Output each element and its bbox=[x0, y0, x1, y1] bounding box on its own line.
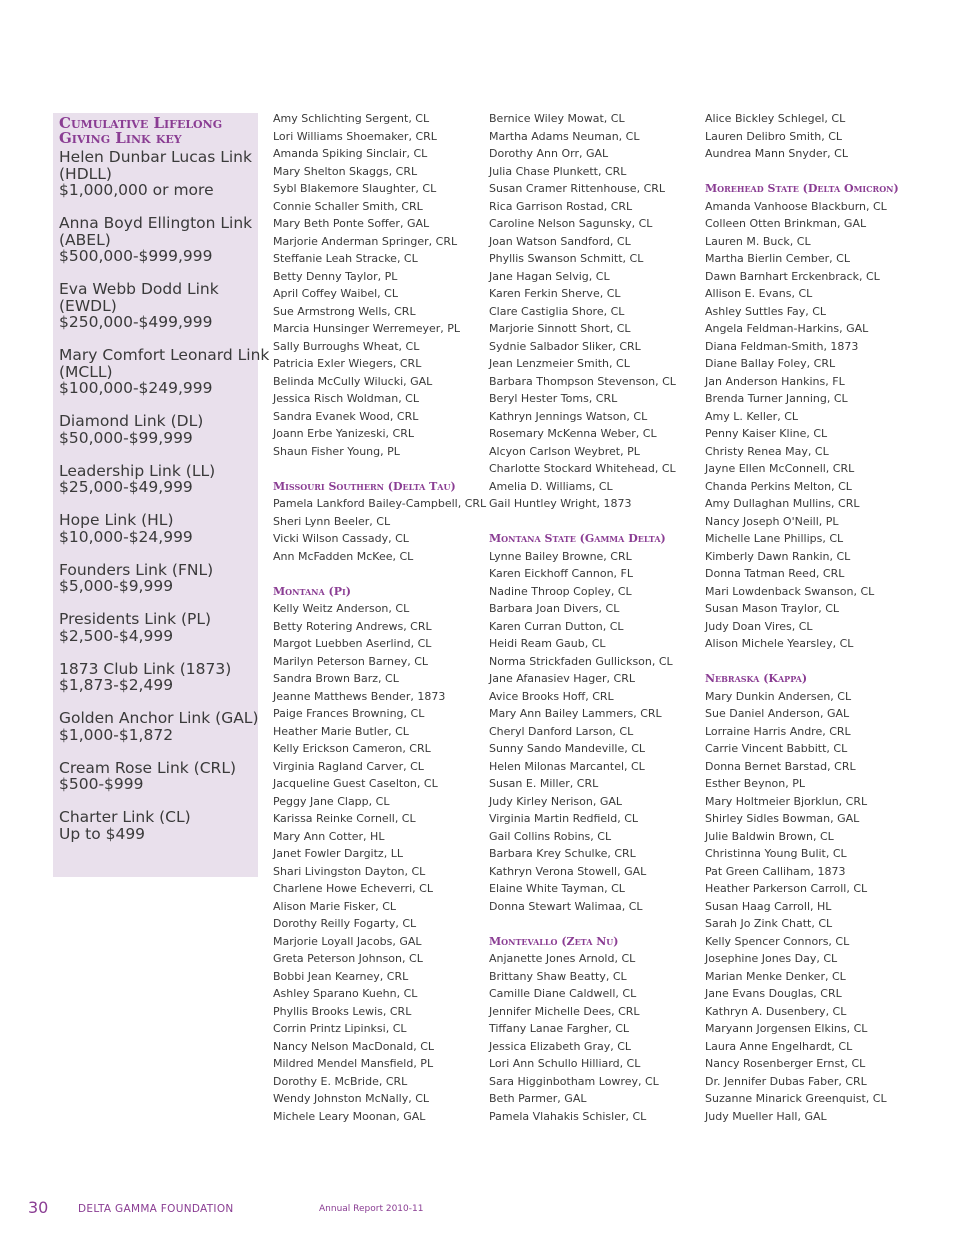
key-item-line: (EWDL) bbox=[59, 296, 117, 315]
donor-name: Kimberly Dawn Rankin, CL bbox=[705, 549, 851, 563]
donor-name: Jessica Elizabeth Gray, CL bbox=[489, 1039, 632, 1053]
section-spacer bbox=[489, 513, 699, 531]
key-item-line: Presidents Link (PL) bbox=[59, 610, 212, 628]
donor-name: Beryl Hester Toms, CRL bbox=[489, 392, 618, 405]
donor-name: Greta Peterson Johnson, CL bbox=[273, 952, 423, 965]
donor-name: Shari Livingston Dayton, CL bbox=[273, 864, 426, 878]
donor-name: Sheri Lynn Beeler, CL bbox=[273, 514, 391, 528]
donor-name: Jeanne Matthews Bender, 1873 bbox=[273, 689, 446, 703]
key-item bbox=[59, 281, 254, 331]
donor-name: Dr. Jennifer Dubas Faber, CRL bbox=[705, 1074, 867, 1088]
donor-name: Brenda Turner Janning, CL bbox=[705, 392, 848, 405]
donor-name: Mary Shelton Skaggs, CRL bbox=[273, 164, 418, 178]
donor-name: Marjorie Loyall Jacobs, GAL bbox=[273, 934, 422, 948]
donor-name: Penny Kaiser Kline, CL bbox=[705, 427, 828, 440]
section-spacer bbox=[273, 565, 483, 583]
key-item bbox=[59, 463, 254, 496]
donor-name: Sally Burroughs Wheat, CL bbox=[273, 339, 420, 353]
donor-name: Paige Frances Browning, CL bbox=[273, 707, 425, 720]
donor-name: Laura Anne Engelhardt, CL bbox=[705, 1039, 853, 1053]
donor-name: Virginia Ragland Carver, CL bbox=[273, 759, 424, 773]
donor-name: Phyllis Brooks Lewis, CRL bbox=[273, 1004, 412, 1018]
donor-name: Chanda Perkins Melton, CL bbox=[705, 479, 852, 493]
section-spacer bbox=[705, 163, 915, 181]
donor-name: Rica Garrison Rostad, CRL bbox=[489, 199, 633, 213]
donor-name: Gail Collins Robins, CL bbox=[489, 829, 612, 843]
donor-name: Heather Marie Butler, CL bbox=[273, 724, 409, 738]
section-spacer bbox=[489, 915, 699, 933]
donor-name: Alison Michele Yearsley, CL bbox=[705, 637, 854, 650]
donor-name: Helen Milonas Marcantel, CL bbox=[489, 759, 645, 773]
donor-name: Donna Bernet Barstad, CRL bbox=[705, 759, 856, 773]
donor-name: Charlene Howe Echeverri, CL bbox=[273, 882, 433, 895]
donor-name: Jane Evans Douglas, CRL bbox=[705, 987, 842, 1000]
footer-organization: DELTA GAMMA FOUNDATION bbox=[78, 1203, 234, 1215]
donor-name: Ashley Suttles Fay, CL bbox=[705, 304, 827, 318]
donor-name: Pamela Lankford Bailey-Campbell, CRL bbox=[273, 497, 487, 510]
donor-name: Jane Hagan Selvig, CL bbox=[489, 269, 610, 283]
donor-name: Virginia Martin Redfield, CL bbox=[489, 812, 638, 825]
chapter-header: Montevallo (Zeta Nu) bbox=[489, 934, 619, 948]
donor-name: Karen Ferkin Sherve, CL bbox=[489, 287, 621, 300]
section-spacer bbox=[273, 460, 483, 478]
chapter-header: Missouri Southern (Delta Tau) bbox=[273, 479, 456, 493]
donor-name: Joan Watson Sandford, CL bbox=[489, 234, 631, 248]
donor-name: Anjanette Jones Arnold, CL bbox=[489, 952, 636, 965]
key-item-line: Helen Dunbar Lucas Link bbox=[59, 148, 252, 166]
donor-name: Allison E. Evans, CL bbox=[705, 287, 813, 300]
donor-name: Esther Beynon, PL bbox=[705, 777, 806, 790]
key-item-line: $100,000-$249,999 bbox=[59, 379, 213, 397]
donor-name: Janet Fowler Dargitz, LL bbox=[273, 847, 403, 860]
chapter-header: Morehead State (Delta Omicron) bbox=[705, 182, 899, 195]
donor-name: Shaun Fisher Young, PL bbox=[273, 444, 400, 458]
donor-name: Steffanie Leah Stracke, CL bbox=[273, 252, 418, 265]
donor-name: Julia Chase Plunkett, CRL bbox=[489, 164, 627, 178]
donor-name: Corrin Printz Lipinksi, CL bbox=[273, 1022, 407, 1035]
donor-column-1 bbox=[273, 110, 487, 1125]
donor-name: Marcia Hunsinger Werremeyer, PL bbox=[273, 322, 461, 335]
key-item-line: Eva Webb Dodd Link bbox=[59, 280, 219, 298]
donor-name: Kathryn Jennings Watson, CL bbox=[489, 409, 648, 423]
donor-name: Martha Adams Neuman, CL bbox=[489, 129, 640, 143]
donor-name: Tiffany Lanae Fargher, CL bbox=[489, 1022, 630, 1035]
donor-name: Beth Parmer, GAL bbox=[489, 1092, 587, 1105]
donor-name: Heather Parkerson Carroll, CL bbox=[705, 882, 868, 895]
key-title bbox=[59, 116, 254, 146]
key-item bbox=[59, 413, 254, 446]
donor-name: Camille Diane Caldwell, CL bbox=[489, 987, 637, 1000]
donor-name: Amanda Spiking Sinclair, CL bbox=[273, 147, 428, 160]
key-item-line: $500,000-$999,999 bbox=[59, 247, 213, 265]
donor-name: Marian Menke Denker, CL bbox=[705, 969, 846, 983]
donor-name: Nancy Joseph O'Neill, PL bbox=[705, 514, 839, 528]
donor-name: Christy Renea May, CL bbox=[705, 444, 829, 458]
donor-column-3 bbox=[705, 110, 915, 1125]
donor-name: Karissa Reinke Cornell, CL bbox=[273, 812, 416, 825]
donor-name: Michele Leary Moonan, GAL bbox=[273, 1109, 426, 1123]
donor-name: Jan Anderson Hankins, FL bbox=[705, 374, 845, 388]
donor-name: Alcyon Carlson Weybret, PL bbox=[489, 444, 640, 458]
donor-name: Brittany Shaw Beatty, CL bbox=[489, 969, 627, 983]
donor-name: Peggy Jane Clapp, CL bbox=[273, 794, 390, 808]
donor-name: Kathryn A. Dusenbery, CL bbox=[705, 1004, 847, 1018]
donor-name: Connie Schaller Smith, CRL bbox=[273, 199, 423, 213]
donor-name: Mary Ann Cotter, HL bbox=[273, 829, 385, 843]
page-number: 30 bbox=[28, 1198, 49, 1217]
donor-name: Jessica Risch Woldman, CL bbox=[273, 392, 419, 405]
donor-name: Patricia Exler Wiegers, CRL bbox=[273, 357, 422, 370]
donor-name: Wendy Johnston McNally, CL bbox=[273, 1092, 430, 1105]
chapter-header: Montana State (Gamma Delta) bbox=[489, 532, 666, 545]
donor-name: Dorothy E. McBride, CRL bbox=[273, 1074, 408, 1088]
donor-name: Sue Armstrong Wells, CRL bbox=[273, 304, 416, 318]
donor-name: Angela Feldman-Harkins, GAL bbox=[705, 322, 869, 335]
donor-name: Dorothy Ann Orr, GAL bbox=[489, 147, 609, 160]
key-item-line: (MCLL) bbox=[59, 362, 113, 381]
key-item-line: 1873 Club Link (1873) bbox=[59, 659, 232, 678]
donor-name: Mary Dunkin Andersen, CL bbox=[705, 689, 852, 703]
donor-name: Caroline Nelson Sagunsky, CL bbox=[489, 217, 653, 230]
key-item-line: Diamond Link (DL) bbox=[59, 412, 204, 430]
donor-name: Barbara Krey Schulke, CRL bbox=[489, 847, 636, 860]
donor-name: Sybl Blakemore Slaughter, CL bbox=[273, 182, 437, 195]
key-item-line: (HDLL) bbox=[59, 164, 112, 183]
donor-name: Michelle Lane Phillips, CL bbox=[705, 532, 844, 545]
donor-name: Susan Mason Traylor, CL bbox=[705, 602, 840, 615]
donor-name: Vicki Wilson Cassady, CL bbox=[273, 532, 409, 545]
section-spacer bbox=[705, 653, 915, 671]
key-item-line: $10,000-$24,999 bbox=[59, 527, 193, 546]
key-item-line: Mary Comfort Leonard Link bbox=[59, 346, 270, 364]
donor-name: Jayne Ellen McConnell, CRL bbox=[705, 462, 855, 475]
donor-name: Joann Erbe Yanizeski, CRL bbox=[273, 427, 414, 440]
donor-name: Karen Curran Dutton, CL bbox=[489, 619, 624, 633]
donor-name: Marilyn Peterson Barney, CL bbox=[273, 654, 429, 668]
donor-name: Lori Williams Shoemaker, CRL bbox=[273, 129, 437, 143]
key-item-line: $5,000-$9,999 bbox=[59, 577, 174, 595]
donor-name: Judy Mueller Hall, GAL bbox=[705, 1109, 827, 1123]
key-items bbox=[59, 148, 270, 843]
key-item bbox=[59, 709, 259, 744]
key-item-line: $25,000-$49,999 bbox=[59, 478, 193, 496]
donor-name: Rosemary McKenna Weber, CL bbox=[489, 427, 657, 440]
key-title-line: Giving Link key bbox=[59, 129, 182, 147]
donor-name: April Coffey Waibel, CL bbox=[273, 287, 398, 300]
donor-name: Lorraine Harris Andre, CRL bbox=[705, 724, 851, 738]
donor-name: Lori Ann Schullo Hilliard, CL bbox=[489, 1057, 641, 1070]
donor-name: Susan Haag Carroll, HL bbox=[705, 899, 832, 913]
donor-name: Belinda McCully Wilucki, GAL bbox=[273, 374, 433, 388]
donor-name: Mary Beth Ponte Soffer, GAL bbox=[273, 217, 430, 230]
donor-name: Maryann Jorgensen Elkins, CL bbox=[705, 1022, 868, 1035]
donor-name: Marjorie Sinnott Short, CL bbox=[489, 322, 631, 335]
donor-name: Avice Brooks Hoff, CRL bbox=[489, 689, 614, 703]
key-item bbox=[59, 562, 254, 595]
donor-name: Ashley Sparano Kuehn, CL bbox=[273, 987, 418, 1000]
key-item bbox=[59, 760, 254, 793]
donor-name: Betty Rotering Andrews, CRL bbox=[273, 619, 432, 633]
donor-name: Judy Kirley Nerison, GAL bbox=[489, 794, 623, 808]
donor-name: Bernice Wiley Mowat, CL bbox=[489, 112, 625, 125]
donor-name: Karen Eickhoff Cannon, FL bbox=[489, 567, 633, 580]
donor-name: Jane Afanasiev Hager, CRL bbox=[489, 672, 635, 685]
key-item bbox=[59, 215, 254, 265]
donor-name: Gail Huntley Wright, 1873 bbox=[489, 497, 632, 510]
key-item bbox=[59, 809, 254, 842]
donor-name: Sarah Jo Zink Chatt, CL bbox=[705, 917, 833, 930]
donor-name: Alice Bickley Schlegel, CL bbox=[705, 112, 846, 125]
donor-name: Norma Strickfaden Gullickson, CL bbox=[489, 654, 673, 668]
key-item-line: Cream Rose Link (CRL) bbox=[59, 758, 237, 777]
donor-name: Christinna Young Bulit, CL bbox=[705, 847, 847, 860]
donor-name: Donna Stewart Walimaa, CL bbox=[489, 899, 643, 913]
key-item-line: Charter Link (CL) bbox=[59, 808, 191, 826]
key-item-line: $2,500-$4,999 bbox=[59, 626, 174, 645]
chapter-header: Nebraska (Kappa) bbox=[705, 672, 808, 685]
donor-name: Phyllis Swanson Schmitt, CL bbox=[489, 252, 644, 265]
donor-name: Kelly Spencer Connors, CL bbox=[705, 934, 850, 948]
donor-name: Sandra Evanek Wood, CRL bbox=[273, 409, 419, 423]
donor-name: Dawn Barnhart Erckenbrack, CL bbox=[705, 269, 880, 283]
donor-name: Sydnie Salbador Sliker, CRL bbox=[489, 339, 641, 353]
donor-name: Colleen Otten Brinkman, GAL bbox=[705, 217, 867, 230]
donor-name: Betty Denny Taylor, PL bbox=[273, 269, 398, 283]
donor-name: Mari Lowdenback Swanson, CL bbox=[705, 584, 875, 598]
donor-name: Amelia D. Williams, CL bbox=[489, 479, 613, 493]
donor-name: Marjorie Anderman Springer, CRL bbox=[273, 234, 458, 248]
donor-name: Suzanne Minarick Greenquist, CL bbox=[705, 1092, 887, 1105]
key-item-line: $250,000-$499,999 bbox=[59, 313, 213, 331]
donor-name: Sara Higginbotham Lowrey, CL bbox=[489, 1074, 659, 1088]
donor-name: Donna Tatman Reed, CRL bbox=[705, 567, 845, 580]
donor-name: Mary Holtmeier Bjorklun, CRL bbox=[705, 794, 868, 808]
donor-name: Sue Daniel Anderson, GAL bbox=[705, 707, 850, 720]
donor-name: Nadine Throop Copley, CL bbox=[489, 584, 632, 598]
donor-name: Aundrea Mann Snyder, CL bbox=[705, 147, 848, 160]
donor-name: Amy L. Keller, CL bbox=[705, 409, 799, 423]
key-item bbox=[59, 611, 254, 644]
donor-name: Charlotte Stockard Whitehead, CL bbox=[489, 462, 676, 475]
key-item-line: $1,000,000 or more bbox=[59, 181, 214, 199]
key-title-line: Cumulative Lifelong bbox=[59, 114, 223, 132]
donor-name: Lauren Delibro Smith, CL bbox=[705, 129, 843, 143]
donor-name: Jennifer Michelle Dees, CRL bbox=[489, 1004, 640, 1018]
key-item-line: Up to $499 bbox=[59, 824, 146, 843]
key-item bbox=[59, 149, 254, 199]
donor-name: Dorothy Reilly Fogarty, CL bbox=[273, 917, 417, 930]
donor-name: Judy Doan Vires, CL bbox=[705, 619, 813, 633]
donor-name: Amy Schlichting Sergent, CL bbox=[273, 112, 430, 125]
donor-name: Ann McFadden McKee, CL bbox=[273, 549, 414, 563]
donor-name: Barbara Thompson Stevenson, CL bbox=[489, 374, 676, 388]
key-item bbox=[59, 661, 254, 694]
donor-name: Julie Baldwin Brown, CL bbox=[705, 829, 834, 843]
key-item-line: $500-$999 bbox=[59, 775, 144, 793]
key-item-line: $1,000-$1,872 bbox=[59, 725, 174, 744]
key-item-line: $1,873-$2,499 bbox=[59, 676, 174, 694]
donor-name: Jacqueline Guest Caselton, CL bbox=[273, 777, 438, 790]
donor-name: Carrie Vincent Babbitt, CL bbox=[705, 742, 848, 755]
donor-name: Sandra Brown Barz, CL bbox=[273, 672, 399, 685]
chapter-header: Montana (Pi) bbox=[273, 584, 351, 598]
key-item-line: Hope Link (HL) bbox=[59, 511, 174, 529]
donor-name: Lynne Bailey Browne, CRL bbox=[489, 549, 632, 563]
donor-column-2 bbox=[489, 110, 699, 1125]
donor-name: Susan Cramer Rittenhouse, CRL bbox=[489, 182, 666, 195]
key-item-line: (ABEL) bbox=[59, 230, 111, 249]
donor-name: Diana Feldman-Smith, 1873 bbox=[705, 339, 859, 353]
donor-name: Mildred Mendel Mansfield, PL bbox=[273, 1057, 434, 1070]
footer-report-title: Annual Report 2010-11 bbox=[319, 1204, 424, 1214]
donor-name: Amanda Vanhoose Blackburn, CL bbox=[705, 199, 887, 213]
donor-name: Barbara Joan Divers, CL bbox=[489, 602, 620, 615]
key-item-line: Founders Link (FNL) bbox=[59, 560, 214, 579]
key-item bbox=[59, 512, 254, 545]
donor-name: Heidi Ream Gaub, CL bbox=[489, 637, 606, 650]
donor-name: Margot Luebben Aserlind, CL bbox=[273, 637, 432, 650]
donor-name: Lauren M. Buck, CL bbox=[705, 234, 811, 248]
donor-name: Nancy Nelson MacDonald, CL bbox=[273, 1039, 435, 1053]
donor-name: Amy Dullaghan Mullins, CRL bbox=[705, 497, 860, 510]
giving-link-key bbox=[53, 113, 270, 877]
donor-name: Bobbi Jean Kearney, CRL bbox=[273, 969, 409, 983]
donor-name: Pamela Vlahakis Schisler, CL bbox=[489, 1109, 647, 1123]
key-item bbox=[59, 346, 270, 397]
donor-name: Pat Green Calliham, 1873 bbox=[705, 864, 846, 878]
donor-name: Josephine Jones Day, CL bbox=[705, 952, 838, 965]
donor-name: Susan E. Miller, CRL bbox=[489, 777, 599, 790]
key-item-line: Anna Boyd Ellington Link bbox=[59, 214, 253, 232]
key-item-line: Leadership Link (LL) bbox=[59, 461, 216, 480]
donor-name: Cheryl Danford Larson, CL bbox=[489, 724, 634, 738]
donor-name: Diane Ballay Foley, CRL bbox=[705, 357, 836, 370]
donor-name: Shirley Sidles Bowman, GAL bbox=[705, 812, 860, 825]
donor-name: Clare Castiglia Shore, CL bbox=[489, 304, 625, 318]
donor-name: Kathryn Verona Stowell, GAL bbox=[489, 864, 647, 878]
donor-name: Jean Lenzmeier Smith, CL bbox=[489, 357, 630, 370]
key-item-line: Golden Anchor Link (GAL) bbox=[59, 709, 259, 727]
donor-name: Elaine White Tayman, CL bbox=[489, 882, 625, 895]
donor-name: Kelly Erickson Cameron, CRL bbox=[273, 742, 431, 755]
donor-name: Martha Bierlin Cember, CL bbox=[705, 252, 850, 265]
donor-name: Sunny Sando Mandeville, CL bbox=[489, 742, 646, 755]
donor-name: Mary Ann Bailey Lammers, CRL bbox=[489, 707, 662, 720]
donor-name: Kelly Weitz Anderson, CL bbox=[273, 602, 410, 615]
key-item-line: $50,000-$99,999 bbox=[59, 428, 193, 447]
donor-name: Alison Marie Fisker, CL bbox=[273, 899, 397, 913]
donor-name: Nancy Rosenberger Ernst, CL bbox=[705, 1057, 866, 1070]
